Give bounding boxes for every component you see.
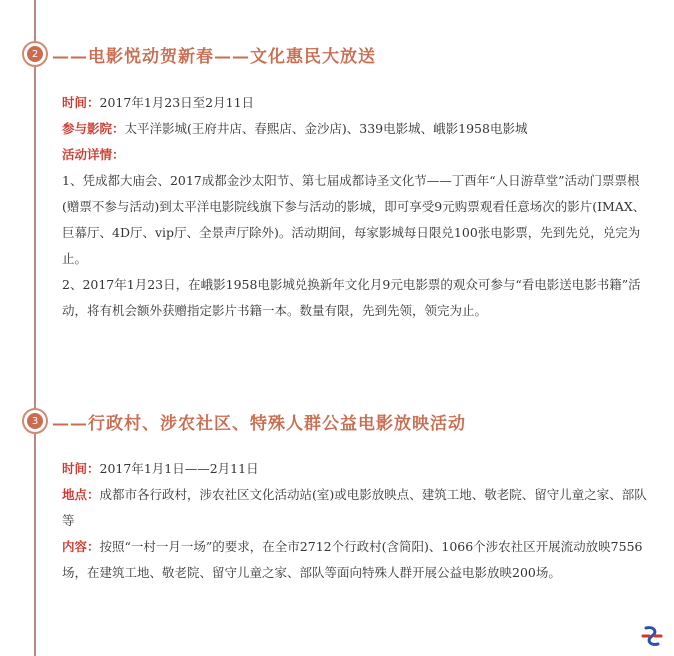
cinema-row bbox=[62, 116, 652, 142]
content-value: 按照“一村一月一场”的要求，在全市2712个行政村(含简阳)、1066个涉农社区开展流动放映7556场，在建筑工地、敬老院、留守儿童之家、部队等面向特殊人群开展公益电影放映200场。 bbox=[62, 539, 643, 580]
step-number: 2 bbox=[27, 46, 43, 62]
detail-paragraph-2: 2、2017年1月23日，在峨影1958电影城兑换新年文化月9元电影票的观众可参与“看电影送电影书籍”活动，将有机会额外获赠指定影片书籍一本。数量有限，先到先领，领完为止。 bbox=[62, 277, 641, 318]
time-value: 2017年1月23日至2月11日 bbox=[99, 95, 255, 110]
content-row bbox=[62, 534, 652, 586]
time-row bbox=[62, 456, 652, 482]
step-marker-3 bbox=[22, 408, 48, 434]
place-row bbox=[62, 482, 652, 534]
section-body-3 bbox=[62, 456, 652, 586]
section-body-2 bbox=[62, 90, 652, 324]
detail-paragraph-1: 1、凭成都大庙会、2017成都金沙太阳节、第七届成都诗圣文化节——丁酉年“人日游草堂”活动门票票根(赠票不参与活动)到太平洋电影院线旗下参与活动的影城，即可享受9元购票观看任意场次的影片(IMAX、巨幕厅、4D厅、vip厅、全景声厅除外)。活动期间，每家影城每日限兑100张电影票，先到先兑，兑完为止。 bbox=[62, 173, 646, 266]
cinema-value: 太平洋影城(王府井店、春熙店、金沙店)、339电影城、峨影1958电影城 bbox=[124, 121, 528, 136]
step-marker-2 bbox=[22, 41, 48, 67]
section-title-3: ——行政村、涉农社区、特殊人群公益电影放映活动 bbox=[52, 414, 466, 434]
content-label: 内容： bbox=[62, 539, 100, 554]
section-title-2: ——电影悦动贺新春——文化惠民大放送 bbox=[52, 47, 376, 67]
timeline-line bbox=[34, 0, 36, 656]
time-value: 2017年1月1日——2月11日 bbox=[99, 461, 259, 476]
detail-row bbox=[62, 142, 652, 168]
place-label: 地点： bbox=[62, 487, 100, 502]
cinema-label: 参与影院： bbox=[62, 121, 125, 136]
time-label: 时间： bbox=[62, 95, 100, 110]
step-number: 3 bbox=[27, 413, 43, 429]
place-value: 成都市各行政村，涉农社区文化活动站(室)或电影放映点、建筑工地、敬老院、留守儿童之家、部队等 bbox=[62, 487, 647, 528]
time-row bbox=[62, 90, 652, 116]
ribbon-logo-icon bbox=[640, 624, 664, 648]
time-label: 时间： bbox=[62, 461, 100, 476]
detail-label: 活动详情： bbox=[62, 147, 125, 162]
